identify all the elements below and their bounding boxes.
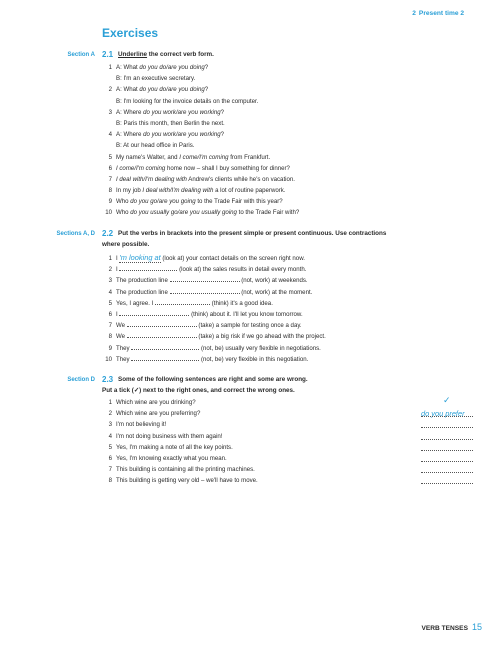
item-number: 9 [108,198,112,206]
item-text: A: Where [116,108,144,116]
item-text: Who [116,209,131,217]
item-text: Yes, I'm knowing exactly what you mean. [116,454,227,462]
exercise-item [103,129,299,140]
item-prefix: They [116,344,132,352]
instruction-line-2: where possible. [102,241,150,248]
item-number: 8 [108,477,112,485]
item-text: to the Trade Fair with this year? [195,198,283,206]
item-text: A: What [116,86,140,94]
chapter-title: Present time 2 [418,10,464,17]
exercise-number-2-1: 2.1 [102,50,114,59]
item-text: Yes, I'm making a note of all the key points. [116,443,233,451]
exercise-item [103,342,326,353]
item-prefix: We [116,322,127,330]
instruction-underline-word: Underline [118,51,148,58]
page-number: 15 [471,622,482,632]
item-number: 3 [108,277,112,285]
exercise-item [103,152,299,163]
exercise-2-1-list [103,62,299,219]
instruction-line-2: Put a tick (✓) next to the right ones, and correct the wrong ones. [102,387,295,394]
answer-blank[interactable] [131,353,199,361]
instruction-line-1: Some of the following sentences are right and some are wrong. [118,376,308,383]
tick-mark: ✓ [443,395,451,405]
exercise-item [103,107,299,118]
exercise-item [103,464,403,475]
item-number: 10 [105,355,112,363]
item-text: Who [116,198,131,206]
item-number: 2 [108,86,112,94]
answer-blank[interactable] [127,330,197,338]
item-number: 7 [108,175,112,183]
exercise-item [103,395,451,408]
answer-line[interactable] [421,453,473,462]
item-prefix: The production line [116,277,170,285]
item-suffix: (not, work) at weekends. [239,277,308,285]
item-number: 3 [108,108,112,116]
item-number: 5 [108,443,112,451]
item-suffix: (look at) your contact details on the screen right now. [160,255,305,262]
page-footer [421,622,482,632]
item-number: 4 [108,432,112,440]
exercise-item [103,62,299,73]
exercise-item [103,442,403,453]
item-number: 10 [105,209,112,217]
item-suffix: (not, be) usually very flexible in negotiations. [199,344,321,352]
answer-line[interactable] [421,419,473,428]
section-ref-2-2: Sections A, D [56,231,95,237]
exercise-item [103,163,299,174]
exercise-item [103,308,326,319]
item-text: from Frankfurt. [228,153,271,161]
answer-line[interactable] [421,475,473,484]
item-text: This building is getting very old – we'll have to move. [116,477,258,485]
exercise-item [103,297,326,308]
item-text: Andrew's clients while he's on vacation. [186,175,295,183]
item-number: 5 [108,299,112,307]
item-text: to the Trade Fair with? [236,209,300,217]
item-prefix: The production line [116,288,170,296]
verb-choice[interactable]: I deal with/I'm dealing with [116,175,187,183]
answer-line[interactable] [421,442,473,451]
item-text: A: Where [116,131,144,139]
item-number: 8 [108,333,112,341]
answer-blank[interactable] [155,297,210,305]
exercise-item [103,185,299,196]
verb-choice[interactable]: do you work/are you working [143,131,221,139]
verb-choice[interactable]: do you do/are you doing [139,64,205,71]
instruction-2-1 [118,49,214,60]
answer-blank[interactable] [170,286,240,294]
item-text: B: At our head office in Paris. [116,142,195,150]
page-title: Exercises [102,26,159,40]
item-number: 8 [108,187,112,195]
exercise-item [103,431,403,442]
item-text: ? [204,64,209,71]
item-text: a lot of routine paperwork. [213,187,286,195]
exercise-item [103,453,403,464]
verb-choice[interactable]: I come/I'm coming [179,153,229,161]
item-text: This building is containing all the printing machines. [116,466,255,474]
answer-line[interactable] [421,431,473,440]
exercise-item [103,73,299,84]
item-number: 7 [108,466,112,474]
verb-choice[interactable]: I come/I'm coming [116,164,166,172]
exercise-2-3-list [103,395,465,487]
item-suffix: (not, work) at the moment. [239,288,313,296]
item-text: Which wine are you preferring? [116,410,201,418]
item-number: 4 [108,288,112,296]
item-text: ? [220,131,225,139]
item-number: 6 [108,310,112,318]
running-header [412,10,464,17]
exercise-item [103,207,299,218]
exercise-number-2-2: 2.2 [102,229,114,238]
item-text: In my job [116,187,143,195]
answer-blank[interactable] [127,319,197,327]
item-prefix: They [116,355,132,363]
answer-line [421,408,473,417]
item-prefix: I [116,310,120,318]
item-number: 7 [108,322,112,330]
item-number: 6 [108,164,112,172]
item-suffix: (look at) the sales results in detail every month. [177,266,307,274]
item-text: A: What [116,64,140,71]
item-number: 5 [108,153,112,161]
item-prefix: I [116,266,120,274]
item-number: 1 [108,64,112,71]
exercise-item [103,263,326,274]
exercise-item [103,286,326,297]
footer-label: VERB TENSES [421,625,468,632]
instruction-line-1: Put the verbs in brackets into the present simple or present continuous. Use contractions [118,230,387,237]
item-text: I'm not doing business with them again! [116,432,223,440]
exercise-item [103,140,299,151]
exercise-item [103,118,299,129]
item-number: 2 [108,266,112,274]
item-text: My name's Walter, and [116,153,180,161]
verb-choice[interactable]: do you do/are you doing [139,86,205,94]
item-number: 4 [108,131,112,139]
item-text: home now – shall I buy something for dinner? [165,164,290,172]
exercise-item [103,84,299,95]
exercise-item [103,475,403,486]
exercise-item [103,274,326,285]
item-text: B: I'm an executive secretary. [116,75,196,83]
verb-choice[interactable]: I deal with/I'm dealing with [142,187,214,195]
answer-blank[interactable] [119,308,189,316]
item-number: 1 [108,399,112,406]
section-ref-2-3: Section D [67,377,95,383]
item-number: 6 [108,454,112,462]
exercise-item [103,196,299,207]
exercise-item [103,419,403,430]
item-text: Which wine are you drinking? [116,399,196,406]
handwritten-answer: do you prefer [421,409,465,419]
item-suffix: (take) a sample for testing once a day. [196,322,302,330]
exercise-item [103,353,326,364]
item-number: 2 [108,410,112,418]
exercise-number-2-3: 2.3 [102,375,114,384]
item-prefix: Yes, I agree. I [116,299,156,307]
answer-line[interactable] [421,464,473,473]
item-text: B: I'm looking for the invoice details on the computer. [116,97,259,105]
exercise-2-2-list [103,252,326,364]
verb-choice[interactable]: do you go/are you going [130,198,196,206]
item-text: I'm not believing it! [116,421,167,429]
item-prefix: I [116,255,120,262]
answer-blank[interactable] [170,274,240,282]
item-prefix: We [116,333,127,341]
exercise-item [103,96,299,107]
item-suffix: (think) about it. I'll let you know tomorrow. [189,310,303,318]
instruction-rest: the correct verb form. [147,51,214,58]
item-number: 9 [108,344,112,352]
exercise-item [103,319,326,330]
item-number: 3 [108,421,112,429]
answer-blank[interactable] [131,342,199,350]
item-suffix: (not, be) very flexible in this negotiation. [199,355,309,363]
section-ref-2-1: Section A [67,52,95,58]
verb-choice[interactable]: do you usually go/are you usually going [130,209,237,217]
answer-blank[interactable] [119,263,177,271]
item-suffix: (take) a big risk if we go ahead with the project. [196,333,326,341]
verb-choice[interactable]: do you work/are you working [143,108,221,116]
item-text: ? [204,86,209,94]
chapter-number: 2 [412,10,416,17]
item-text: B: Paris this month, then Berlin the next. [116,119,225,127]
exercise-item [103,330,326,341]
item-number: 1 [108,255,112,262]
item-suffix: (think) it's a good idea. [210,299,273,307]
handwritten-answer: 'm looking at [119,253,161,262]
exercise-item [103,252,326,263]
exercise-item [103,408,465,419]
item-text: ? [220,108,225,116]
exercise-item [103,174,299,185]
